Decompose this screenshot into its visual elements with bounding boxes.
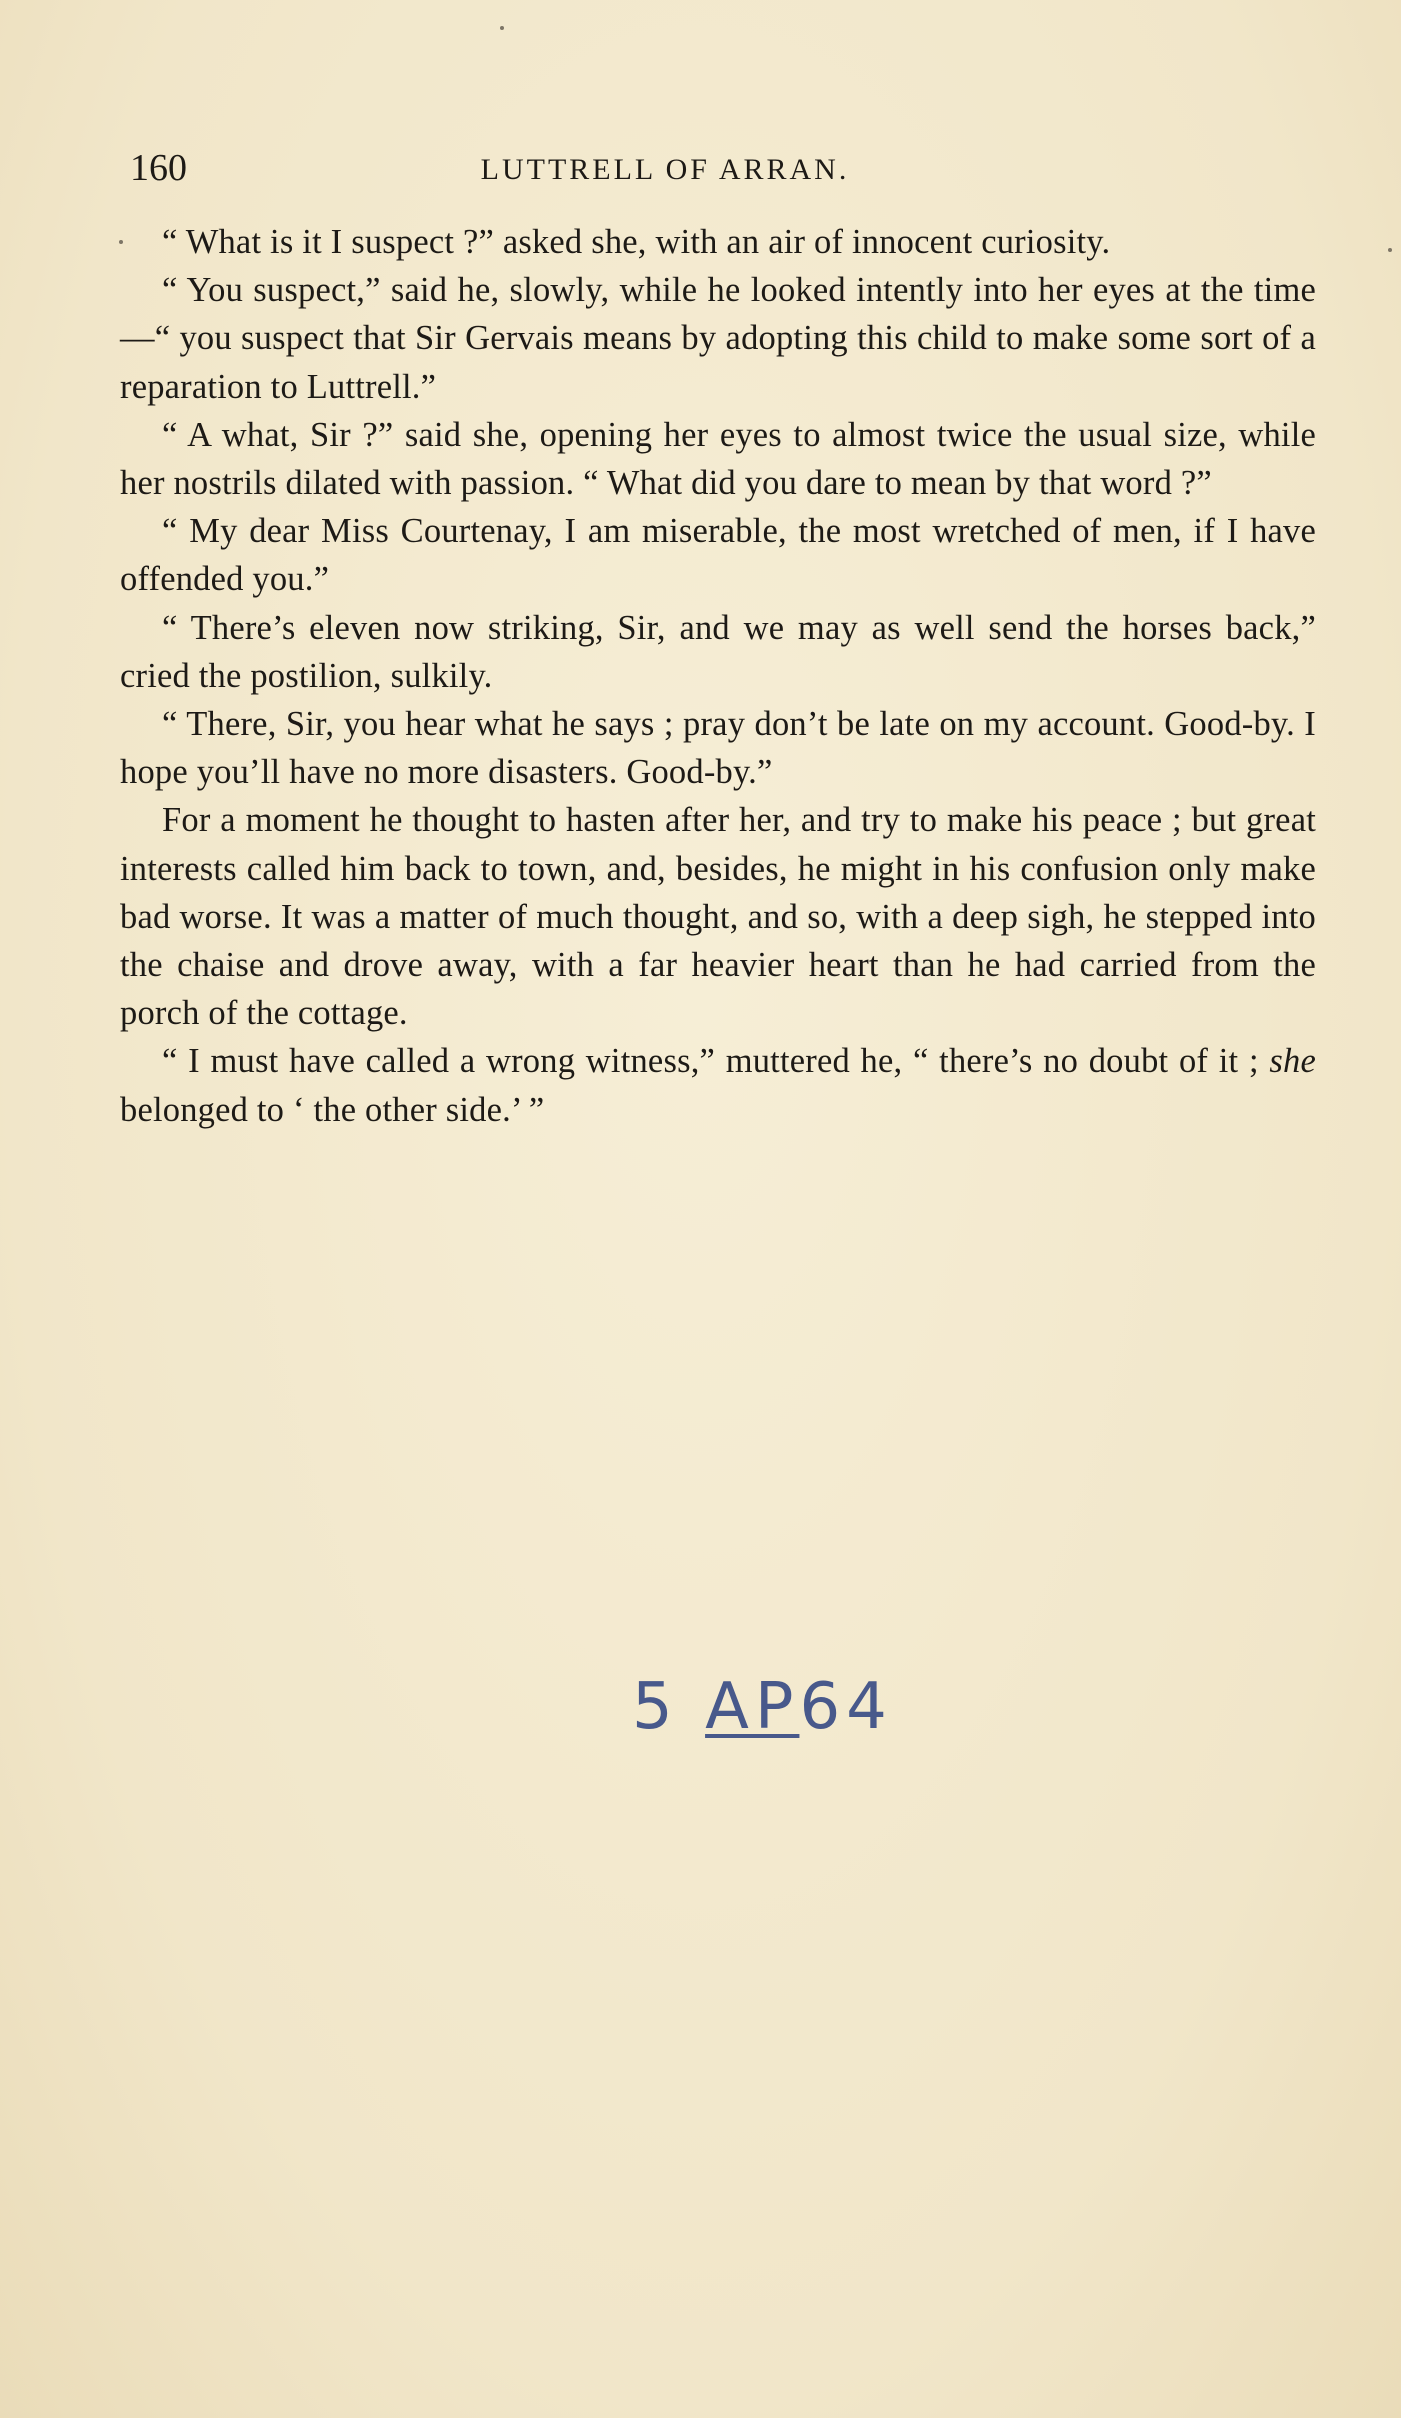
page-header (120, 140, 1210, 196)
paragraph: “ What is it I suspect ?” asked she, with an air of innocent curiosity. (162, 223, 1111, 261)
ink-speck (119, 240, 123, 244)
paragraph: “ A what, Sir ?” said she, opening her eyes to almost twice the usual size, while her nostrils dilated with passion. “ What did you dare to mean by that word ?” (120, 415, 1316, 503)
paragraph: “ My dear Miss Courtenay, I am miserable, the most wretched of men, if I have offended you.” (120, 512, 1316, 599)
paragraph-last (120, 1037, 1316, 1133)
page-number: 160 (130, 147, 187, 189)
stamp-year: 64 (799, 1670, 893, 1744)
ink-speck (500, 26, 504, 30)
paragraph: “ There’s eleven now striking, Sir, and we may as well send the horses back,” cried the postilion, sulkily. (120, 608, 1316, 695)
italic-word: she (1269, 1042, 1316, 1081)
library-date-stamp (632, 1670, 893, 1744)
body-text (120, 218, 1316, 1134)
stamp-day: 5 (632, 1670, 679, 1744)
paragraph-last-part-1: “ I must have called a wrong witness,” muttered he, “ there’s no doubt of it ; (162, 1042, 1270, 1081)
paragraph: “ There, Sir, you hear what he says ; pray don’t be late on my account. Good-by. I hope you’ll have no more disasters. Good-by.” (120, 705, 1316, 792)
paragraph: For a moment he thought to hasten after her, and try to make his peace ; but great interests called him back to town, and, besides, he might in his confusion only make bad worse. It was a matter of much thought, and so, with a deep sigh, he stepped into the chaise and drove away, with a far heavier heart than he had carried from the porch of the cottage. (120, 801, 1316, 1033)
running-title: LUTTRELL OF ARRAN. (480, 153, 850, 186)
paragraph-last-part-2: belonged to ‘ the other side.’ ” (120, 1090, 545, 1129)
stamp-month: AP (705, 1670, 800, 1744)
paragraph: “ You suspect,” said he, slowly, while he looked intently into her eyes at the time—“ you suspect that Sir Gervais means by adopting this child to make some sort of a reparation to Luttrell.” (120, 271, 1316, 406)
ink-speck (1388, 248, 1392, 252)
